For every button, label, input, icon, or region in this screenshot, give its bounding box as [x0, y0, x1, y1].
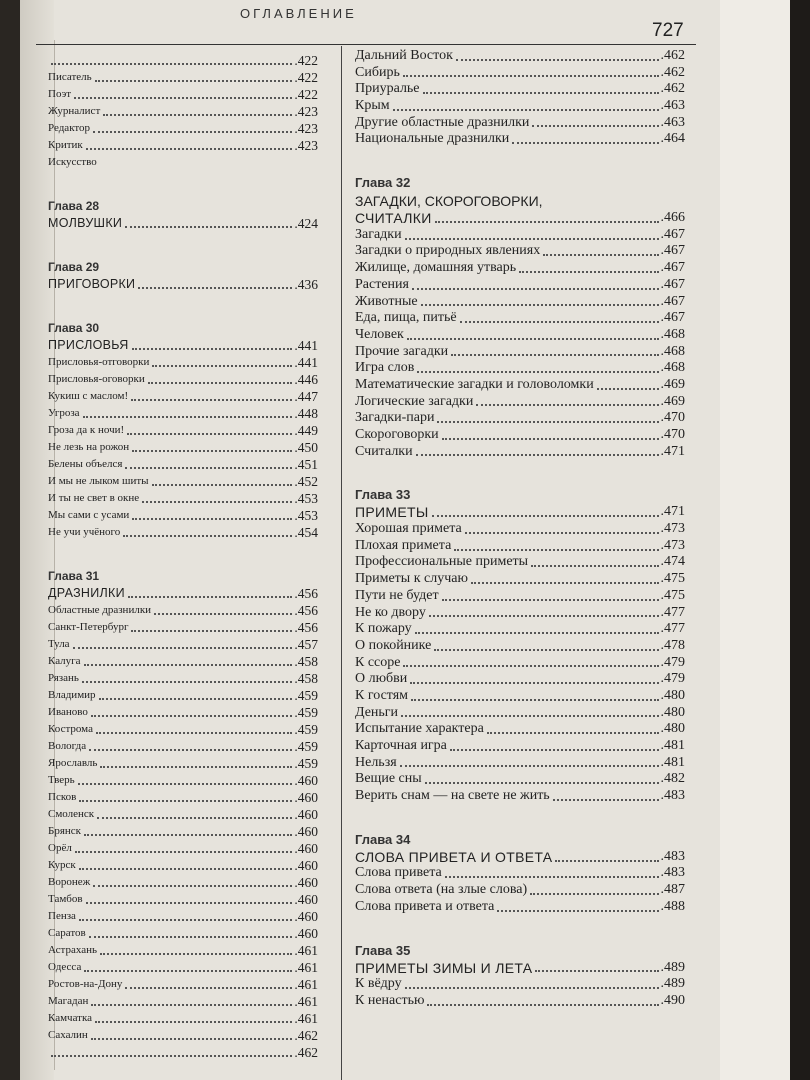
toc-entry[interactable]: Воронеж .460: [48, 875, 318, 890]
zagadki-list: [355, 227, 685, 461]
toc-entry[interactable]: Тамбов .460: [48, 892, 318, 907]
toc-entry[interactable]: Саратов .460: [48, 926, 318, 941]
toc-entry[interactable]: Псков .460: [48, 790, 318, 805]
toc-entry[interactable]: Тула .457: [48, 637, 318, 652]
toc-entry[interactable]: Орёл .460: [48, 841, 318, 856]
chapter-title-line[interactable]: ЗАГАДКИ, СКОРОГОВОРКИ,: [355, 193, 543, 210]
toc-entry[interactable]: Искусство: [48, 156, 97, 168]
toc-entry[interactable]: Приметы к случаю .475: [355, 571, 685, 587]
chapter-label: Глава 35: [355, 942, 411, 958]
toc-entry[interactable]: .462: [48, 1044, 318, 1061]
chapter-label: Глава 32: [355, 175, 411, 191]
toc-entry[interactable]: Растения .467: [355, 276, 685, 292]
toc-entry[interactable]: Смоленск .460: [48, 807, 318, 822]
toc-entry[interactable]: К вёдру .489: [355, 976, 685, 992]
toc-entry[interactable]: .422: [48, 52, 318, 69]
toc-entry[interactable]: Поэт .422: [48, 87, 318, 102]
chapter-title-entry[interactable]: ПРИМЕТЫ .471: [355, 504, 685, 521]
toc-entry[interactable]: И мы не лыком шиты .452: [48, 474, 318, 489]
toc-entry[interactable]: Пенза .460: [48, 909, 318, 924]
toc-entry[interactable]: Областные дразнилки .456: [48, 603, 318, 618]
toc-entry[interactable]: Курск .460: [48, 858, 318, 873]
toc-entry[interactable]: Астрахань .461: [48, 943, 318, 958]
chapter-label: Глава 34: [355, 831, 411, 847]
toc-entry[interactable]: Скороговорки .470: [355, 427, 685, 443]
chapter-title-entry[interactable]: ПРИМЕТЫ ЗИМЫ И ЛЕТА .489: [355, 959, 685, 976]
toc-entry[interactable]: Плохая примета .473: [355, 537, 685, 553]
toc-entry[interactable]: Сахалин .462: [48, 1028, 318, 1043]
draznilki-list: [48, 602, 318, 1061]
toc-entry[interactable]: Испытание характера .480: [355, 721, 685, 737]
toc-entry[interactable]: Хорошая примета .473: [355, 521, 685, 537]
chapter-title-entry[interactable]: ДРАЗНИЛКИ .456: [48, 586, 318, 601]
toc-entry[interactable]: Ростов-на-Дону .461: [48, 977, 318, 992]
toc-entry[interactable]: К гостям .480: [355, 687, 685, 703]
toc-entry[interactable]: Крым .463: [355, 98, 685, 114]
right-column: [355, 48, 685, 1010]
toc-entry[interactable]: Слова ответа (на злые слова) .487: [355, 882, 685, 898]
toc-entry[interactable]: Сибирь .462: [355, 64, 685, 80]
toc-entry[interactable]: Не лезь на рожон .450: [48, 440, 318, 455]
toc-entry[interactable]: Писатель .422: [48, 70, 318, 85]
toc-entry[interactable]: Прочие загадки .468: [355, 343, 685, 359]
chapter-label: Глава 31: [48, 569, 100, 583]
toc-entry[interactable]: Брянск .460: [48, 824, 318, 839]
zima-leto-list: [355, 976, 685, 1009]
toc-entry[interactable]: Деньги .480: [355, 704, 685, 720]
toc-entry[interactable]: К ненастью .490: [355, 992, 685, 1008]
toc-entry[interactable]: Слова привета и ответа .488: [355, 898, 685, 914]
chapter-label: Глава 29: [48, 260, 100, 274]
toc-entry[interactable]: Жилище, домашняя утварь .467: [355, 260, 685, 276]
privet-list: [355, 866, 685, 916]
toc-entry[interactable]: Критик .423: [48, 138, 318, 153]
running-header: ОГЛАВЛЕНИЕ: [240, 6, 357, 21]
toc-entry[interactable]: К пожару .477: [355, 621, 685, 637]
toc-entry[interactable]: Человек .468: [355, 326, 685, 342]
toc-entry[interactable]: Карточная игра .481: [355, 738, 685, 754]
toc-entry[interactable]: Вологда .459: [48, 739, 318, 754]
toc-entry[interactable]: Национальные дразнилки .464: [355, 131, 685, 147]
toc-entry[interactable]: Приуралье .462: [355, 81, 685, 97]
book-cover-edge: [790, 0, 810, 1080]
toc-entry[interactable]: Белены объелся .451: [48, 457, 318, 472]
page-number: 727: [652, 20, 684, 41]
toc-entry[interactable]: Другие областные дразнилки .463: [355, 114, 685, 130]
toc-entry[interactable]: Пути не будет .475: [355, 587, 685, 603]
toc-entry[interactable]: Вещие сны .482: [355, 771, 685, 787]
left-top-list: [48, 52, 318, 171]
toc-entry[interactable]: Угроза .448: [48, 406, 318, 421]
toc-entry[interactable]: Кострома .459: [48, 722, 318, 737]
toc-entry[interactable]: Животные .467: [355, 293, 685, 309]
chapter-title-entry[interactable]: ПРИСЛОВЬЯ .441: [48, 338, 318, 353]
chapter-title-entry[interactable]: ПРИГОВОРКИ .436: [48, 277, 318, 292]
toc-entry[interactable]: Мы сами с усами .453: [48, 508, 318, 523]
toc-entry[interactable]: Редактор .423: [48, 121, 318, 136]
toc-entry[interactable]: И ты не свет в окне .453: [48, 491, 318, 506]
primety-list: [355, 521, 685, 805]
toc-entry[interactable]: О покойнике .478: [355, 637, 685, 653]
toc-entry[interactable]: Считалки .471: [355, 443, 685, 459]
toc-entry[interactable]: Журналист .423: [48, 104, 318, 119]
chapter-label: Глава 33: [355, 487, 411, 503]
chapter-label: Глава 28: [48, 199, 100, 213]
toc-entry[interactable]: О любви .479: [355, 671, 685, 687]
left-column: [48, 52, 318, 1061]
toc-entry[interactable]: Присловья-оговорки .446: [48, 372, 318, 387]
chapter-title-entry[interactable]: СЧИТАЛКИ .466: [355, 210, 685, 227]
toc-entry[interactable]: Тверь .460: [48, 773, 318, 788]
chapter-title-entry[interactable]: МОЛВУШКИ .424: [48, 216, 318, 231]
toc-entry[interactable]: Логические загадки .469: [355, 393, 685, 409]
toc-entry[interactable]: Игра слов .468: [355, 360, 685, 376]
toc-entry[interactable]: Верить снам — на свете не жить .483: [355, 788, 685, 804]
toc-entry[interactable]: Математические загадки и головоломки .469: [355, 376, 685, 392]
toc-entry[interactable]: Гроза да к ночи! .449: [48, 423, 318, 438]
chapter-label: Глава 30: [48, 321, 100, 335]
toc-entry[interactable]: Нельзя .481: [355, 754, 685, 770]
toc-entry[interactable]: Магадан .461: [48, 994, 318, 1009]
toc-entry[interactable]: Загадки о природных явлениях .467: [355, 243, 685, 259]
column-divider: [341, 46, 342, 1080]
toc-entry[interactable]: Рязань .458: [48, 671, 318, 686]
toc-entry[interactable]: Ярославль .459: [48, 756, 318, 771]
toc-entry[interactable]: Слова привета .483: [355, 865, 685, 881]
toc-entry[interactable]: Санкт-Петербург .456: [48, 620, 318, 635]
toc-entry[interactable]: К ссоре .479: [355, 654, 685, 670]
toc-entry[interactable]: Не учи учёного .454: [48, 525, 318, 540]
toc-entry[interactable]: Камчатка .461: [48, 1011, 318, 1026]
toc-entry[interactable]: Иваново .459: [48, 705, 318, 720]
chapter-title-entry[interactable]: СЛОВА ПРИВЕТА И ОТВЕТА .483: [355, 848, 685, 865]
toc-entry[interactable]: Владимир .459: [48, 688, 318, 703]
toc-entry[interactable]: Присловья-отговорки .441: [48, 355, 318, 370]
toc-entry[interactable]: Не ко двору .477: [355, 604, 685, 620]
toc-entry[interactable]: Дальний Восток .462: [355, 47, 685, 63]
toc-entry[interactable]: Загадки-пари .470: [355, 410, 685, 426]
toc-entry[interactable]: Одесса .461: [48, 960, 318, 975]
toc-entry[interactable]: Калуга .458: [48, 654, 318, 669]
right-top-list: [355, 48, 685, 148]
toc-entry[interactable]: Кукиш с маслом! .447: [48, 389, 318, 404]
toc-entry[interactable]: Еда, пища, питьё .467: [355, 310, 685, 326]
toc-entry[interactable]: Загадки .467: [355, 226, 685, 242]
toc-entry[interactable]: Профессиональные приметы .474: [355, 554, 685, 570]
header-rule: [36, 44, 696, 45]
